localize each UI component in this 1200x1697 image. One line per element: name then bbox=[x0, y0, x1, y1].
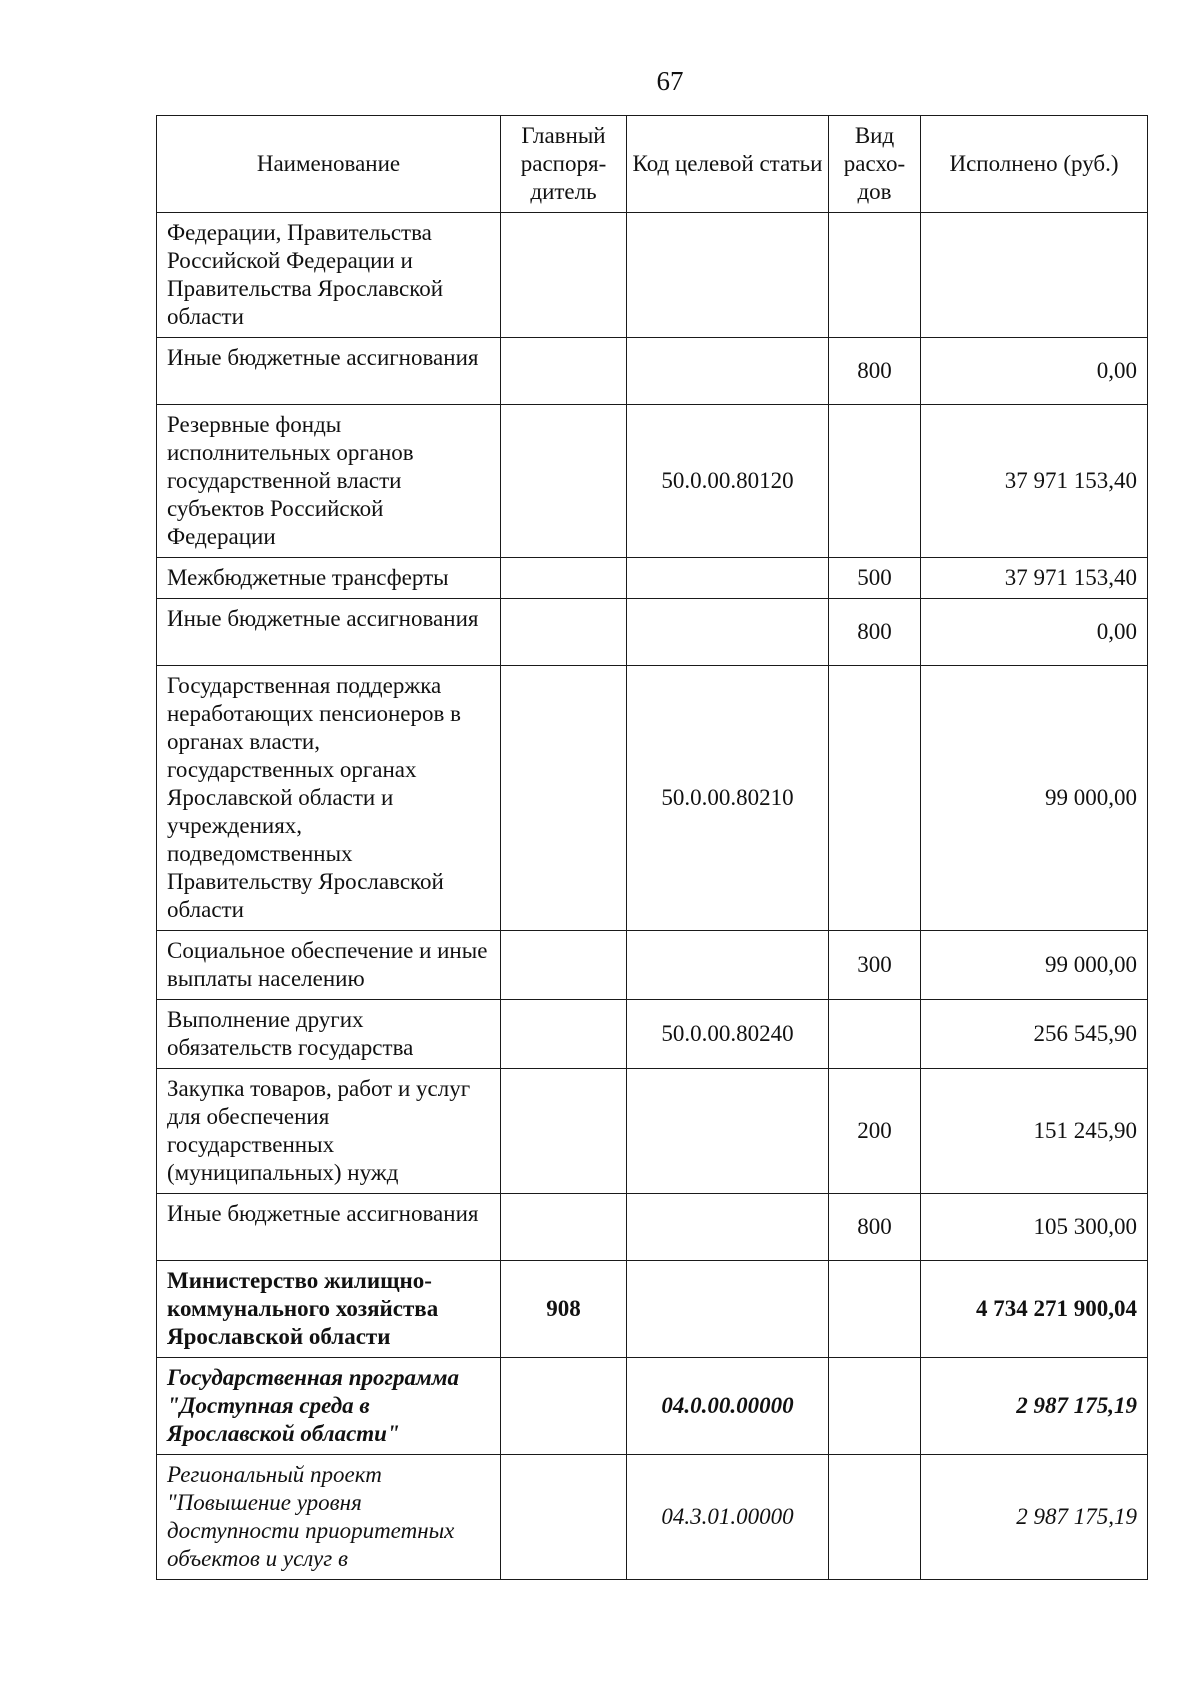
table-row bbox=[157, 931, 1148, 1000]
table-row bbox=[157, 558, 1148, 599]
row-code: 50.0.00.80210 bbox=[627, 666, 829, 931]
row-sum: 0,00 bbox=[921, 599, 1148, 666]
row-code bbox=[627, 1194, 829, 1261]
row-grbs bbox=[501, 558, 627, 599]
header-name: Наименование bbox=[157, 116, 501, 213]
row-vid: 500 bbox=[829, 558, 921, 599]
row-sum: 4 734 271 900,04 bbox=[921, 1261, 1148, 1358]
row-sum: 99 000,00 bbox=[921, 666, 1148, 931]
row-vid bbox=[829, 1261, 921, 1358]
row-sum: 0,00 bbox=[921, 338, 1148, 405]
header-code: Код целевой статьи bbox=[627, 116, 829, 213]
table-row bbox=[157, 1261, 1148, 1358]
row-vid: 800 bbox=[829, 599, 921, 666]
row-name: Государственная поддержка неработающих пенсионеров в органах власти, государственных органах Ярославской области и учреждениях, подведомственных Правительству Ярославской области bbox=[157, 666, 501, 931]
row-vid: 800 bbox=[829, 338, 921, 405]
row-code: 04.0.00.00000 bbox=[627, 1358, 829, 1455]
table-row bbox=[157, 213, 1148, 338]
row-grbs bbox=[501, 1000, 627, 1069]
row-grbs bbox=[501, 666, 627, 931]
row-name: Резервные фонды исполнительных органов государственной власти субъектов Российской Федерации bbox=[157, 405, 501, 558]
table-row bbox=[157, 1455, 1148, 1580]
row-grbs bbox=[501, 213, 627, 338]
row-vid bbox=[829, 213, 921, 338]
row-sum: 2 987 175,19 bbox=[921, 1455, 1148, 1580]
table-row bbox=[157, 1069, 1148, 1194]
row-code bbox=[627, 338, 829, 405]
row-code: 04.3.01.00000 bbox=[627, 1455, 829, 1580]
row-name: Выполнение других обязательств государства bbox=[157, 1000, 501, 1069]
table-row bbox=[157, 1000, 1148, 1069]
table-row bbox=[157, 338, 1148, 405]
row-vid: 800 bbox=[829, 1194, 921, 1261]
row-name: Межбюджетные трансферты bbox=[157, 558, 501, 599]
header-sum: Исполнено (руб.) bbox=[921, 116, 1148, 213]
row-code bbox=[627, 599, 829, 666]
table-row bbox=[157, 1194, 1148, 1261]
row-sum bbox=[921, 213, 1148, 338]
row-code bbox=[627, 213, 829, 338]
table-row bbox=[157, 405, 1148, 558]
row-sum: 105 300,00 bbox=[921, 1194, 1148, 1261]
row-sum: 99 000,00 bbox=[921, 931, 1148, 1000]
row-vid bbox=[829, 666, 921, 931]
header-vid: Вид расхо-дов bbox=[829, 116, 921, 213]
row-vid bbox=[829, 1455, 921, 1580]
budget-table bbox=[156, 115, 1148, 1580]
table-row bbox=[157, 1358, 1148, 1455]
row-sum: 2 987 175,19 bbox=[921, 1358, 1148, 1455]
table-header-row bbox=[157, 116, 1148, 213]
row-sum: 37 971 153,40 bbox=[921, 405, 1148, 558]
row-name: Закупка товаров, работ и услуг для обеспечения государственных (муниципальных) нужд bbox=[157, 1069, 501, 1194]
row-grbs bbox=[501, 1069, 627, 1194]
row-vid bbox=[829, 1358, 921, 1455]
row-vid: 300 bbox=[829, 931, 921, 1000]
row-vid bbox=[829, 405, 921, 558]
row-code bbox=[627, 1069, 829, 1194]
row-grbs: 908 bbox=[501, 1261, 627, 1358]
row-grbs bbox=[501, 1358, 627, 1455]
row-code bbox=[627, 931, 829, 1000]
row-name: Иные бюджетные ассигнования bbox=[157, 338, 501, 405]
row-code bbox=[627, 558, 829, 599]
row-grbs bbox=[501, 1455, 627, 1580]
row-sum: 151 245,90 bbox=[921, 1069, 1148, 1194]
row-name: Иные бюджетные ассигнования bbox=[157, 1194, 501, 1261]
row-vid bbox=[829, 1000, 921, 1069]
row-grbs bbox=[501, 338, 627, 405]
row-grbs bbox=[501, 931, 627, 1000]
header-grbs: Главный распоря-дитель bbox=[501, 116, 627, 213]
table-row bbox=[157, 666, 1148, 931]
page-number: 67 bbox=[656, 66, 684, 96]
row-name: Социальное обеспечение и иные выплаты населению bbox=[157, 931, 501, 1000]
row-vid: 200 bbox=[829, 1069, 921, 1194]
row-code: 50.0.00.80240 bbox=[627, 1000, 829, 1069]
row-name: Федерации, Правительства Российской Федерации и Правительства Ярославской области bbox=[157, 213, 501, 338]
row-grbs bbox=[501, 405, 627, 558]
row-name: Государственная программа "Доступная среда в Ярославской области" bbox=[157, 1358, 501, 1455]
table-row bbox=[157, 599, 1148, 666]
row-name: Региональный проект "Повышение уровня доступности приоритетных объектов и услуг в bbox=[157, 1455, 501, 1580]
row-grbs bbox=[501, 599, 627, 666]
row-name: Иные бюджетные ассигнования bbox=[157, 599, 501, 666]
row-sum: 37 971 153,40 bbox=[921, 558, 1148, 599]
row-grbs bbox=[501, 1194, 627, 1261]
row-code bbox=[627, 1261, 829, 1358]
row-name: Министерство жилищно-коммунального хозяйства Ярославской области bbox=[157, 1261, 501, 1358]
row-sum: 256 545,90 bbox=[921, 1000, 1148, 1069]
row-code: 50.0.00.80120 bbox=[627, 405, 829, 558]
